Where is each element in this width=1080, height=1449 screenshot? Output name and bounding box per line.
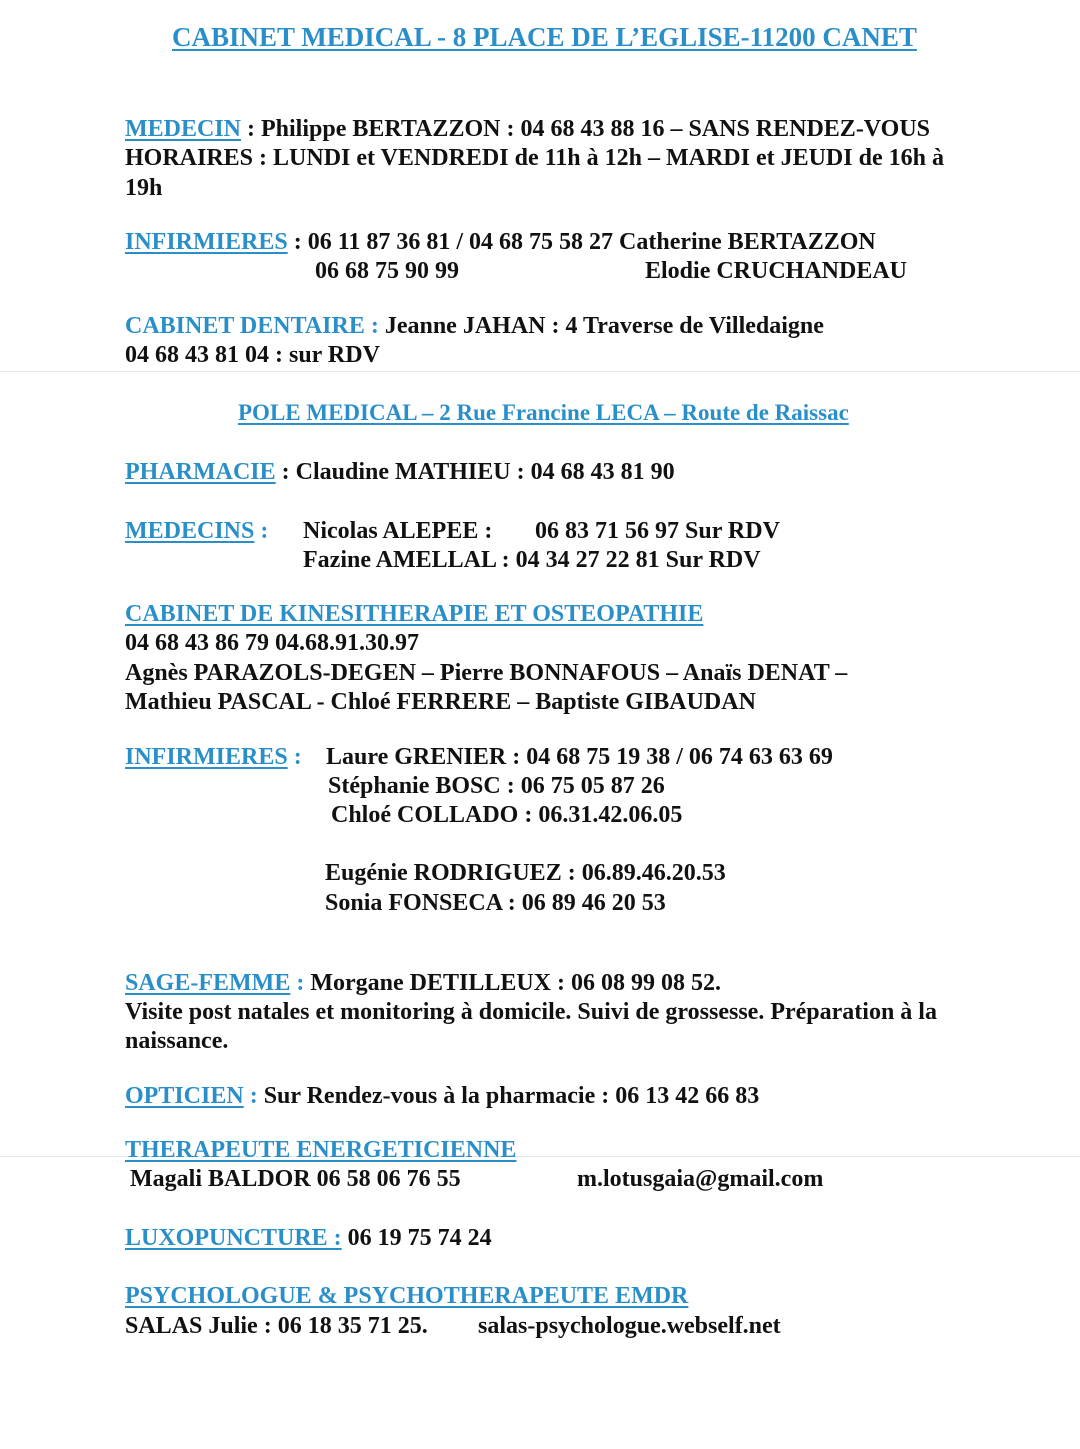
opticien-colon: : [243,1083,258,1109]
pole-title: POLE MEDICAL – 2 Rue Francine LECA – Route de Raissac [238,400,849,425]
sagefemme-info: Morgane DETILLEUX : 06 08 99 08 52. [304,970,721,996]
infirmiere-entry: Laure GRENIER : 04 68 75 19 38 / 06 74 63 63 69 [326,744,833,770]
dentaire-label: CABINET DENTAIRE : [125,313,379,339]
medecins-label: MEDECINS [125,518,255,544]
sagefemme-label: SAGE-FEMME [125,970,291,996]
opticien-label: OPTICIEN [125,1083,244,1109]
pharmacie-label: PHARMACIE [125,459,276,485]
luxo-phone: 06 19 75 74 24 [341,1225,492,1251]
medecins-doc2: Fazine AMELLAL : 04 34 27 22 81 Sur RDV [303,547,761,573]
infirmieres2-label: INFIRMIERES [125,744,288,770]
therapeute-label: THERAPEUTE ENERGETICIENNE [125,1137,517,1163]
pharmacie-info: : Claudine MATHIEU : 04 68 43 81 90 [275,459,675,485]
kine-names-2: Mathieu PASCAL - Chloé FERRERE – Baptiste GIBAUDAN [125,689,756,715]
medecin-line-1 [125,114,930,144]
infirmiere-entry: Stéphanie BOSC : 06 75 05 87 26 [328,773,665,799]
kine-phones: 04 68 43 86 79 04.68.91.30.97 [125,630,419,656]
infirmieres2-colon: : [287,744,302,770]
infirmiere-entry: Chloé COLLADO : 06.31.42.06.05 [331,802,683,828]
infirmieres2-label-line [125,742,302,772]
therapeute-email-link[interactable]: m.lotusgaia@gmail.com [577,1166,824,1192]
page-fold-line [0,371,1080,372]
medecins-doc1-name: Nicolas ALEPEE : [303,518,493,544]
infirmiere-entry: Sonia FONSECA : 06 89 46 20 53 [325,890,666,916]
therapeute-name: Magali BALDOR 06 58 06 76 55 [130,1166,461,1192]
infirmieres1-row-1 [125,227,876,257]
medecin-hours: HORAIRES : LUNDI et VENDREDI de 11h à 12h – MARDI et JEUDI de 16h à [125,145,944,171]
sagefemme-desc: Visite post natales et monitoring à domicile. Suivi de grossesse. Préparation à la [125,999,937,1025]
opticien-info: Sur Rendez-vous à la pharmacie : 06 13 42 66 83 [257,1083,760,1109]
medecin-label: MEDECIN [125,116,242,142]
infirmieres1-phone-2: 06 68 75 90 99 [315,258,459,284]
sagefemme-colon: : [290,970,305,996]
psy-name: SALAS Julie : 06 18 35 71 25. [125,1313,428,1339]
medecins-doc1-phone: 06 83 71 56 97 Sur RDV [535,518,780,544]
sagefemme-line-1 [125,968,721,998]
infirmieres1-info: : 06 11 87 36 81 / 04 68 75 58 27 Catherine BERTAZZON [287,229,876,255]
page-title: CABINET MEDICAL - 8 PLACE DE L’EGLISE-11200 CANET [172,22,917,52]
pharmacie-line [125,457,675,487]
medecins-colon: : [254,518,269,544]
sagefemme-desc-cont: naissance. [125,1028,229,1054]
medecin-hours-cont: 19h [125,175,163,201]
infirmieres1-name-2: Elodie CRUCHANDEAU [645,258,908,284]
infirmieres1-label: INFIRMIERES [125,229,288,255]
psy-website-link[interactable]: salas-psychologue.webself.net [478,1313,781,1339]
dentaire-info: Jeanne JAHAN : 4 Traverse de Villedaigne [378,313,824,339]
infirmiere-entry: Eugénie RODRIGUEZ : 06.89.46.20.53 [325,860,726,886]
psy-label: PSYCHOLOGUE & PSYCHOTHERAPEUTE EMDR [125,1283,689,1309]
luxo-label: LUXOPUNCTURE : [125,1225,342,1251]
dentaire-line-1 [125,311,824,341]
luxo-line [125,1223,492,1253]
medecins-label-line [125,516,268,546]
opticien-line [125,1081,759,1111]
medecin-info: : Philippe BERTAZZON : 04 68 43 88 16 – SANS RENDEZ-VOUS [241,116,931,142]
kine-names-1: Agnès PARAZOLS-DEGEN – Pierre BONNAFOUS – Anaïs DENAT – [125,660,848,686]
dentaire-phone: 04 68 43 81 04 : sur RDV [125,342,380,368]
kine-label: CABINET DE KINESITHERAPIE ET OSTEOPATHIE [125,601,704,627]
